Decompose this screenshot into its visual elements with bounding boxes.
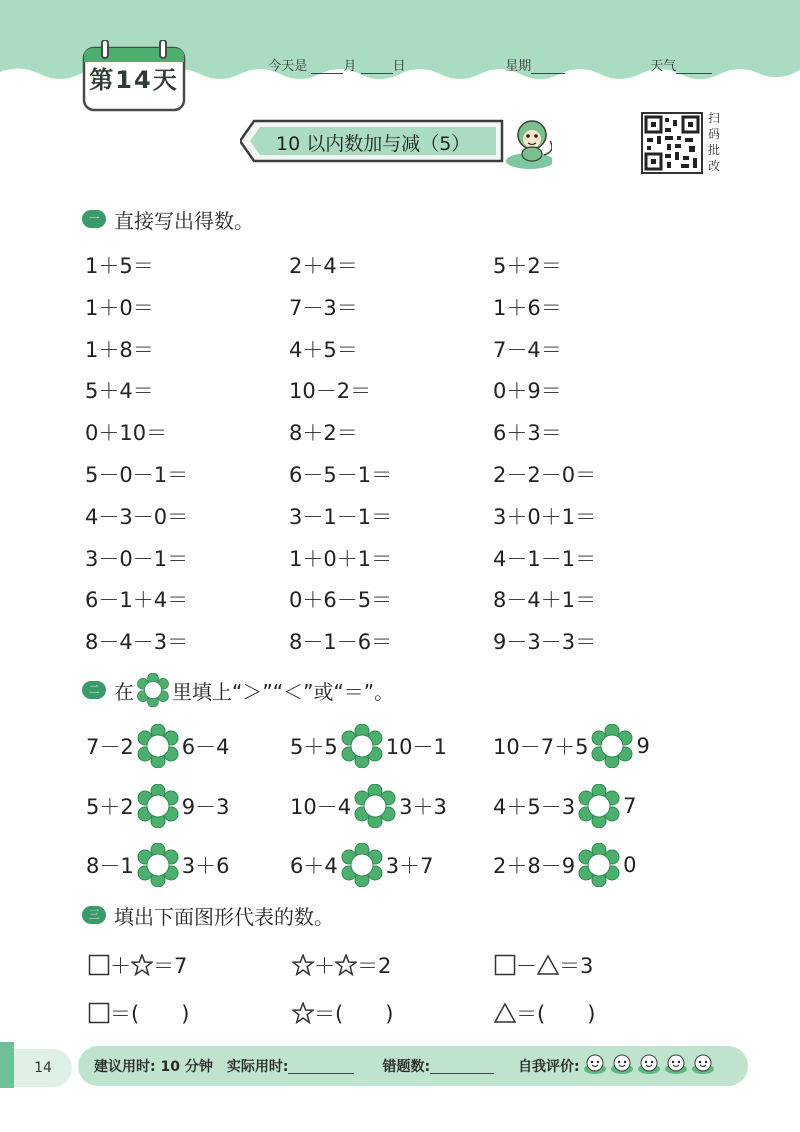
comparison-left: 8－1 <box>86 854 134 878</box>
comparison-left: 5＋2 <box>86 795 134 819</box>
arithmetic-problem[interactable]: 4＋5＝ <box>289 337 358 362</box>
arithmetic-problem[interactable]: 8＋2＝ <box>289 421 358 446</box>
rating-face-icon[interactable] <box>637 1053 661 1075</box>
comparison-problem <box>290 843 433 887</box>
page-number: 14 <box>14 1049 72 1087</box>
answer-blank: ＝( ) <box>110 1002 190 1026</box>
comparison-left: 10－7＋5 <box>493 735 589 759</box>
comparison-right: 3＋7 <box>385 854 434 878</box>
qr-code[interactable] <box>641 112 703 174</box>
star-icon <box>292 954 314 976</box>
arithmetic-problem[interactable]: 6－5－1＝ <box>289 463 393 487</box>
lesson-title-banner <box>240 117 552 169</box>
weekday-blank[interactable] <box>531 60 565 74</box>
equation-result: ＝2 <box>357 954 392 978</box>
arithmetic-problem[interactable]: 6－1＋4＝ <box>85 588 189 613</box>
flower-answer-slot[interactable] <box>577 843 621 887</box>
rating-face-icon[interactable] <box>610 1053 634 1075</box>
section1-heading: 一 直接写出得数。 <box>82 204 254 234</box>
comparison-problem <box>290 784 447 828</box>
arithmetic-problem[interactable]: 0＋6－5＝ <box>289 588 393 613</box>
comparison-left: 4＋5－3 <box>493 795 576 819</box>
arithmetic-problem[interactable]: 2＋4＝ <box>289 254 358 278</box>
error-count-blank[interactable] <box>430 1058 494 1074</box>
section3-heading: 三 填出下面图形代表的数。 <box>82 900 334 930</box>
star-icon <box>292 1002 314 1024</box>
answer-blank: ＝( ) <box>516 1002 596 1026</box>
rating-face-icon[interactable] <box>664 1053 688 1075</box>
comparison-right: 9 <box>636 734 650 758</box>
section2-heading: 二 在 里填上“＞”“＜”或“＝”。 <box>82 672 394 708</box>
arithmetic-problem[interactable]: 1＋0＋1＝ <box>289 546 393 571</box>
comparison-left: 6＋4 <box>290 854 338 878</box>
rating-face-icon[interactable] <box>583 1053 607 1075</box>
equation-operator: － <box>516 954 537 978</box>
self-eval-label: 自我评价: <box>518 1059 580 1075</box>
comparison-problem <box>86 784 229 828</box>
arithmetic-problem[interactable]: 5－0－1＝ <box>85 463 189 487</box>
arithmetic-problem[interactable]: 10－2＝ <box>289 379 372 404</box>
comparison-problem <box>493 724 650 768</box>
square-icon <box>494 954 516 976</box>
arithmetic-problem[interactable]: 1＋0＝ <box>85 295 154 320</box>
arithmetic-problem[interactable]: 1＋6＝ <box>493 295 562 320</box>
arithmetic-problem[interactable]: 0＋9＝ <box>493 379 562 404</box>
equation-result: ＝3 <box>559 954 594 978</box>
section3-number: 三 <box>82 906 106 924</box>
month-blank[interactable] <box>311 60 343 74</box>
arithmetic-problem[interactable]: 4－1－1＝ <box>493 546 597 571</box>
arithmetic-problem[interactable]: 5＋2＝ <box>493 254 562 278</box>
date-field[interactable]: 今天是 月 日 <box>268 59 406 74</box>
shape-answer[interactable] <box>494 998 595 1028</box>
flower-icon <box>136 673 170 707</box>
comparison-right: 0 <box>623 853 637 877</box>
comparison-problem <box>493 843 636 887</box>
self-eval-faces <box>580 1053 715 1079</box>
flower-answer-slot[interactable] <box>136 724 180 768</box>
rating-face-icon[interactable] <box>691 1053 715 1075</box>
footer-tab <box>0 1042 14 1088</box>
shape-answer[interactable] <box>292 998 393 1028</box>
shape-equation <box>292 950 391 980</box>
comparison-right: 9－3 <box>181 795 230 819</box>
shape-equation <box>494 950 593 980</box>
comparison-right: 7 <box>623 794 637 818</box>
day-blank[interactable] <box>361 60 393 74</box>
arithmetic-problem[interactable]: 7－4＝ <box>493 337 562 362</box>
arithmetic-problem[interactable]: 8－1－6＝ <box>289 630 393 655</box>
shape-equation <box>88 950 187 980</box>
scan-to-grade-label: 扫 码 批 改 <box>707 111 720 173</box>
section2-number: 二 <box>82 681 106 699</box>
star-icon <box>131 954 153 976</box>
comparison-left: 5＋5 <box>290 735 338 759</box>
answer-blank: ＝( ) <box>314 1002 394 1026</box>
arithmetic-problem[interactable]: 9－3－3＝ <box>493 630 597 655</box>
equation-operator: ＋ <box>110 954 131 978</box>
comparison-problem <box>290 724 447 768</box>
flower-answer-slot[interactable] <box>590 724 634 768</box>
comparison-right: 6－4 <box>181 735 230 759</box>
comparison-right: 3＋3 <box>399 795 447 819</box>
footer-bar <box>78 1046 748 1086</box>
comparison-problem <box>493 784 636 828</box>
shape-answer[interactable] <box>88 998 189 1028</box>
equation-operator: ＋ <box>314 954 335 978</box>
arithmetic-problem[interactable]: 3－1－1＝ <box>289 504 393 529</box>
arithmetic-problem[interactable]: 1＋5＝ <box>85 254 154 278</box>
comparison-left: 2＋8－9 <box>493 854 576 878</box>
comparison-right: 10－1 <box>385 735 447 759</box>
arithmetic-problem[interactable]: 2－2－0＝ <box>493 463 597 487</box>
lesson-title: 10 以内数加与减（5） <box>276 133 471 155</box>
comparison-problem <box>86 843 229 887</box>
comparison-problem <box>86 724 229 768</box>
error-count-label: 错题数: <box>382 1059 431 1075</box>
triangle-icon <box>494 1002 516 1024</box>
flower-answer-slot[interactable] <box>340 843 384 887</box>
flower-answer-slot[interactable] <box>353 784 397 828</box>
day-badge <box>82 40 186 112</box>
equation-result: ＝7 <box>153 954 188 978</box>
arithmetic-problem[interactable]: 7－3＝ <box>289 295 358 320</box>
star-icon <box>335 954 357 976</box>
arithmetic-problem[interactable]: 1＋8＝ <box>85 337 154 362</box>
arithmetic-problem[interactable]: 3－0－1＝ <box>85 546 189 571</box>
actual-time-blank[interactable] <box>288 1058 354 1074</box>
weather-blank[interactable] <box>676 60 712 74</box>
flower-answer-slot[interactable] <box>136 843 180 887</box>
square-icon <box>88 1002 110 1024</box>
comparison-right: 3＋6 <box>181 854 230 878</box>
flower-answer-slot[interactable] <box>577 784 621 828</box>
arithmetic-problem[interactable]: 4－3－0＝ <box>85 504 189 529</box>
flower-answer-slot[interactable] <box>136 784 180 828</box>
flower-answer-slot[interactable] <box>340 724 384 768</box>
arithmetic-problem[interactable]: 0＋10＝ <box>85 421 168 446</box>
comparison-left: 7－2 <box>86 735 134 759</box>
arithmetic-problem[interactable]: 5＋4＝ <box>85 379 154 404</box>
square-icon <box>88 954 110 976</box>
arithmetic-problem[interactable]: 8－4－3＝ <box>85 630 189 655</box>
arithmetic-problem[interactable]: 6＋3＝ <box>493 421 562 446</box>
triangle-icon <box>537 954 559 976</box>
weekday-field[interactable]: 星期 <box>497 40 565 74</box>
arithmetic-problem[interactable]: 8－4＋1＝ <box>493 588 597 613</box>
comparison-left: 10－4 <box>290 795 352 819</box>
actual-time-label: 实际用时: <box>226 1059 289 1075</box>
suggested-time: 建议用时: 10 分钟 <box>94 1059 213 1075</box>
weather-field[interactable]: 天气 <box>642 40 712 74</box>
section1-number: 一 <box>82 210 106 228</box>
day-number: 第14天 <box>89 66 179 94</box>
arithmetic-problem[interactable]: 3＋0＋1＝ <box>493 504 597 529</box>
